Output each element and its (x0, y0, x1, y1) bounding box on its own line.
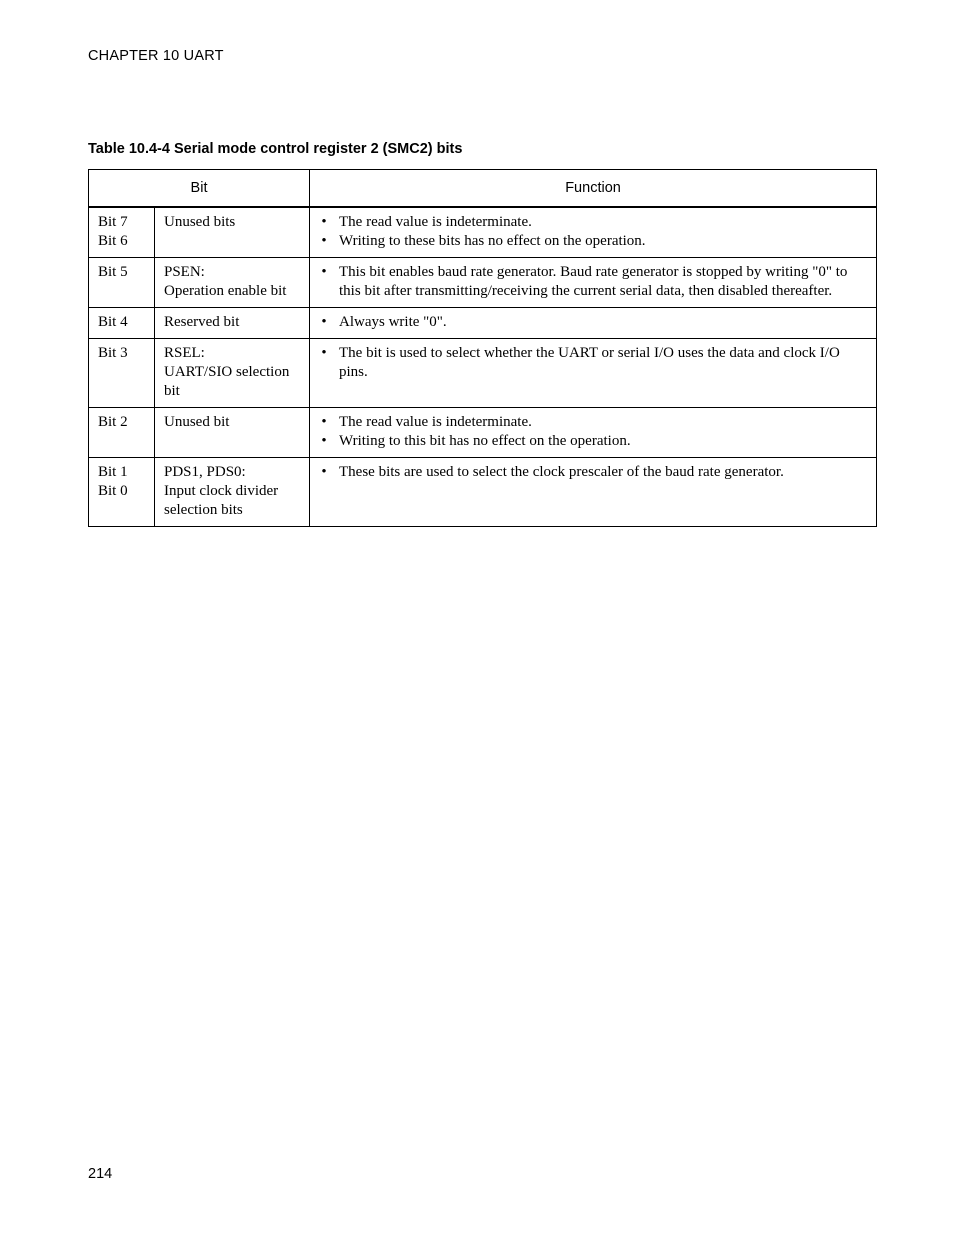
bullet-icon: • (321, 264, 327, 280)
function-cell (310, 408, 877, 458)
bit-number: Bit 4 (98, 314, 128, 330)
bullet-icon: • (321, 345, 327, 361)
bit-name: Operation enable bit (164, 283, 287, 299)
function-item (317, 344, 868, 382)
bit-number: Bit 3 (98, 345, 128, 361)
function-text: The read value is indeterminate. (339, 214, 532, 230)
bit-number-cell (89, 458, 155, 527)
page-number: 214 (88, 1166, 113, 1182)
chapter-header: CHAPTER 10 UART (88, 48, 224, 64)
table-row (89, 339, 877, 408)
table-row (89, 207, 877, 258)
function-text: This bit enables baud rate generator. Baud rate generator is stopped by writing "0" to this bit after transmitting/receiving the current serial data, then disabled thereafter. (339, 264, 848, 299)
function-list (317, 413, 868, 451)
table-row (89, 408, 877, 458)
bit-name-cell (155, 458, 310, 527)
function-item (317, 263, 868, 301)
bit-name-cell (155, 308, 310, 339)
bit-number-cell (89, 339, 155, 408)
table-header-row (89, 170, 877, 208)
function-item (317, 313, 868, 332)
column-header-bit: Bit (89, 170, 310, 208)
bit-name-cell (155, 408, 310, 458)
bit-number: Bit 7 (98, 214, 128, 230)
function-text: Always write "0". (339, 314, 447, 330)
bit-name: Reserved bit (164, 314, 240, 330)
bit-name-cell (155, 339, 310, 408)
bit-name: PSEN: (164, 264, 205, 280)
bit-name: PDS1, PDS0: (164, 464, 246, 480)
bit-number-cell (89, 308, 155, 339)
bit-number: Bit 1 (98, 464, 128, 480)
bullet-icon: • (321, 464, 327, 480)
table-row (89, 458, 877, 527)
bit-number-cell (89, 207, 155, 258)
bullet-icon: • (321, 414, 327, 430)
function-item (317, 232, 868, 251)
function-list (317, 344, 868, 382)
table-row (89, 308, 877, 339)
bit-number-cell (89, 258, 155, 308)
function-cell (310, 258, 877, 308)
function-text: Writing to this bit has no effect on the operation. (339, 433, 631, 449)
function-text: These bits are used to select the clock prescaler of the baud rate generator. (339, 464, 784, 480)
function-list (317, 463, 868, 482)
function-cell (310, 308, 877, 339)
function-text: Writing to these bits has no effect on the operation. (339, 233, 646, 249)
bit-number: Bit 6 (98, 233, 128, 249)
function-text: The bit is used to select whether the UART or serial I/O uses the data and clock I/O pins. (339, 345, 840, 380)
function-cell (310, 458, 877, 527)
bit-name: RSEL: (164, 345, 205, 361)
bit-number: Bit 2 (98, 414, 128, 430)
bit-number-cell (89, 408, 155, 458)
table-row (89, 258, 877, 308)
bullet-icon: • (321, 433, 327, 449)
bit-name: UART/SIO selection bit (164, 364, 290, 399)
function-text: The read value is indeterminate. (339, 414, 532, 430)
table-caption: Table 10.4-4 Serial mode control register 2 (SMC2) bits (88, 141, 463, 157)
function-cell (310, 339, 877, 408)
bullet-icon: • (321, 314, 327, 330)
function-item (317, 213, 868, 232)
function-item (317, 413, 868, 432)
table-body (89, 207, 877, 527)
function-list (317, 313, 868, 332)
function-list (317, 263, 868, 301)
column-header-function: Function (310, 170, 877, 208)
bit-name: Input clock divider selection bits (164, 483, 279, 518)
function-list (317, 213, 868, 251)
function-cell (310, 207, 877, 258)
bit-number: Bit 5 (98, 264, 128, 280)
register-bits-table (88, 169, 877, 527)
function-item (317, 463, 868, 482)
bullet-icon: • (321, 214, 327, 230)
function-item (317, 432, 868, 451)
bit-name: Unused bit (164, 414, 230, 430)
bit-name-cell (155, 207, 310, 258)
bit-number: Bit 0 (98, 483, 128, 499)
bit-name-cell (155, 258, 310, 308)
bullet-icon: • (321, 233, 327, 249)
bit-name: Unused bits (164, 214, 236, 230)
